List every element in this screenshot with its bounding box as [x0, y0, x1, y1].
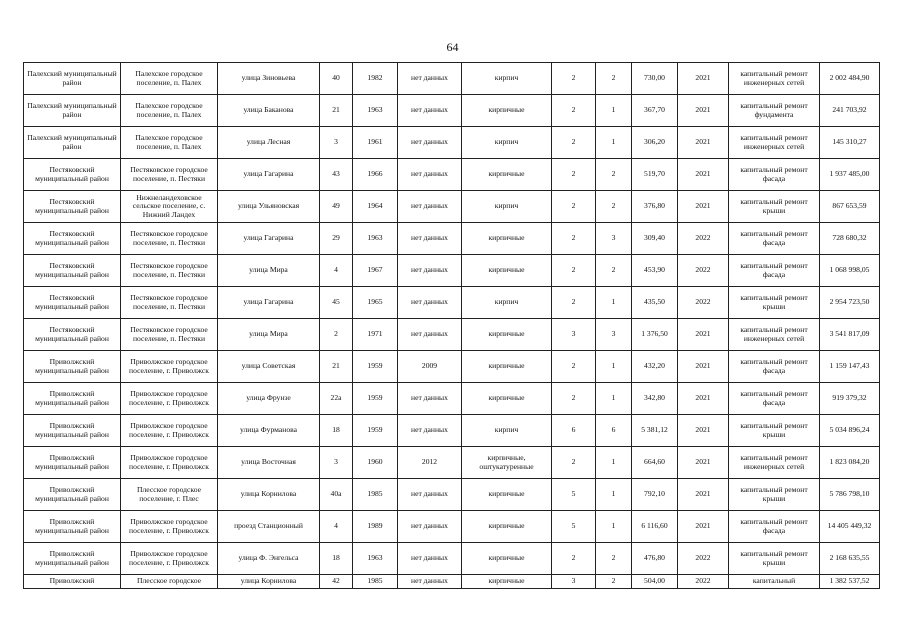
housing-repair-table [23, 62, 880, 589]
cell-repair-type: капитальный ремонт крыши [729, 287, 820, 319]
table-row [24, 575, 880, 589]
cell-house-number: 45 [320, 287, 353, 319]
cell-repair-type: капитальный ремонт фасада [729, 351, 820, 383]
cell-house-number: 4 [320, 511, 353, 543]
cell-floors: 2 [552, 159, 596, 191]
cell-wall-material: кирпич [462, 415, 552, 447]
cell-street: улица Корнилова [218, 575, 320, 589]
cell-wall-material: кирпичные [462, 95, 552, 127]
cell-settlement: Пестяковское городское поселение, п. Пестяки [121, 255, 218, 287]
table-row [24, 511, 880, 543]
cell-settlement: Приволжское городское поселение, г. Приволжск [121, 383, 218, 415]
cell-floors: 2 [552, 63, 596, 95]
cell-district: Приволжский муниципальный район [24, 447, 121, 479]
cell-entrances: 3 [596, 319, 632, 351]
cell-repair-type: капитальный ремонт фасада [729, 383, 820, 415]
cell-repair-year: 2021 [678, 127, 729, 159]
cell-district: Пестяковский муниципальный район [24, 191, 121, 223]
cell-entrances: 1 [596, 383, 632, 415]
cell-cost: 728 680,32 [820, 223, 880, 255]
cell-floors: 2 [552, 287, 596, 319]
cell-settlement: Пестяковское городское поселение, п. Пестяки [121, 159, 218, 191]
cell-reconstruction-year: нет данных [398, 255, 462, 287]
cell-reconstruction-year: нет данных [398, 383, 462, 415]
cell-build-year: 1964 [353, 191, 398, 223]
cell-reconstruction-year: нет данных [398, 575, 462, 589]
cell-settlement: Приволжское городское поселение, г. Приволжск [121, 543, 218, 575]
cell-street: улица Зиновьева [218, 63, 320, 95]
cell-street: улица Корнилова [218, 479, 320, 511]
cell-entrances: 1 [596, 479, 632, 511]
cell-cost: 5 034 896,24 [820, 415, 880, 447]
cell-reconstruction-year: нет данных [398, 287, 462, 319]
cell-area: 376,80 [632, 191, 678, 223]
cell-district: Приволжский муниципальный район [24, 383, 121, 415]
cell-repair-year: 2021 [678, 511, 729, 543]
cell-floors: 2 [552, 447, 596, 479]
cell-cost: 2 954 723,50 [820, 287, 880, 319]
cell-repair-year: 2021 [678, 479, 729, 511]
cell-cost: 1 823 084,20 [820, 447, 880, 479]
cell-house-number: 40а [320, 479, 353, 511]
cell-house-number: 4 [320, 255, 353, 287]
cell-district: Приволжский муниципальный район [24, 511, 121, 543]
cell-wall-material: кирпичные [462, 543, 552, 575]
cell-entrances: 1 [596, 95, 632, 127]
cell-build-year: 1961 [353, 127, 398, 159]
table-row [24, 351, 880, 383]
cell-cost: 14 405 449,32 [820, 511, 880, 543]
cell-settlement: Приволжское городское поселение, г. Приволжск [121, 511, 218, 543]
cell-house-number: 22а [320, 383, 353, 415]
cell-street: улица Фрунзе [218, 383, 320, 415]
cell-reconstruction-year: 2012 [398, 447, 462, 479]
cell-build-year: 1985 [353, 479, 398, 511]
cell-build-year: 1985 [353, 575, 398, 589]
cell-repair-year: 2022 [678, 543, 729, 575]
cell-street: проезд Станционный [218, 511, 320, 543]
cell-entrances: 2 [596, 159, 632, 191]
cell-wall-material: кирпичные [462, 479, 552, 511]
cell-wall-material: кирпичные [462, 255, 552, 287]
table-row [24, 127, 880, 159]
table-row [24, 223, 880, 255]
cell-floors: 3 [552, 575, 596, 589]
cell-entrances: 1 [596, 351, 632, 383]
cell-build-year: 1960 [353, 447, 398, 479]
table-row [24, 543, 880, 575]
cell-reconstruction-year: 2009 [398, 351, 462, 383]
cell-settlement: Палехское городское поселение, п. Палех [121, 95, 218, 127]
cell-cost: 3 541 817,09 [820, 319, 880, 351]
cell-cost: 1 068 998,05 [820, 255, 880, 287]
cell-district: Приволжский муниципальный район [24, 351, 121, 383]
cell-build-year: 1967 [353, 255, 398, 287]
cell-street: улица Мира [218, 319, 320, 351]
cell-floors: 2 [552, 351, 596, 383]
cell-floors: 2 [552, 255, 596, 287]
cell-build-year: 1989 [353, 511, 398, 543]
cell-house-number: 42 [320, 575, 353, 589]
cell-repair-type: капитальный ремонт фасада [729, 223, 820, 255]
cell-repair-type: капитальный ремонт инженерных сетей [729, 319, 820, 351]
cell-wall-material: кирпичные [462, 159, 552, 191]
table-row [24, 383, 880, 415]
cell-reconstruction-year: нет данных [398, 223, 462, 255]
cell-street: улица Баканова [218, 95, 320, 127]
cell-settlement: Приволжское городское поселение, г. Приволжск [121, 447, 218, 479]
cell-floors: 2 [552, 191, 596, 223]
table-row [24, 319, 880, 351]
cell-area: 519,70 [632, 159, 678, 191]
cell-floors: 2 [552, 543, 596, 575]
cell-entrances: 3 [596, 223, 632, 255]
cell-entrances: 1 [596, 287, 632, 319]
cell-cost: 2 002 484,90 [820, 63, 880, 95]
cell-build-year: 1982 [353, 63, 398, 95]
cell-settlement: Палехское городское поселение, п. Палех [121, 63, 218, 95]
cell-house-number: 2 [320, 319, 353, 351]
cell-reconstruction-year: нет данных [398, 415, 462, 447]
cell-district: Пестяковский муниципальный район [24, 287, 121, 319]
cell-build-year: 1965 [353, 287, 398, 319]
cell-wall-material: кирпич [462, 191, 552, 223]
table-row [24, 95, 880, 127]
cell-floors: 2 [552, 383, 596, 415]
cell-repair-type: капитальный ремонт инженерных сетей [729, 447, 820, 479]
cell-area: 309,40 [632, 223, 678, 255]
cell-reconstruction-year: нет данных [398, 127, 462, 159]
cell-area: 435,50 [632, 287, 678, 319]
cell-repair-year: 2022 [678, 255, 729, 287]
cell-wall-material: кирпичные [462, 575, 552, 589]
cell-area: 306,20 [632, 127, 678, 159]
cell-repair-year: 2021 [678, 191, 729, 223]
cell-area: 730,00 [632, 63, 678, 95]
cell-repair-type: капитальный ремонт фундамента [729, 95, 820, 127]
cell-area: 342,80 [632, 383, 678, 415]
cell-floors: 5 [552, 511, 596, 543]
cell-street: улица Гагарина [218, 223, 320, 255]
cell-entrances: 2 [596, 63, 632, 95]
cell-district: Приволжский муниципальный район [24, 415, 121, 447]
cell-street: улица Советская [218, 351, 320, 383]
cell-reconstruction-year: нет данных [398, 63, 462, 95]
table-row [24, 255, 880, 287]
cell-area: 504,00 [632, 575, 678, 589]
cell-street: улица Мира [218, 255, 320, 287]
cell-cost: 5 786 798,10 [820, 479, 880, 511]
cell-build-year: 1971 [353, 319, 398, 351]
cell-build-year: 1963 [353, 95, 398, 127]
cell-wall-material: кирпичные [462, 351, 552, 383]
cell-entrances: 1 [596, 127, 632, 159]
cell-repair-year: 2022 [678, 575, 729, 589]
cell-wall-material: кирпичные [462, 383, 552, 415]
cell-area: 5 381,12 [632, 415, 678, 447]
table-row [24, 415, 880, 447]
cell-cost: 867 653,59 [820, 191, 880, 223]
cell-house-number: 3 [320, 447, 353, 479]
cell-house-number: 40 [320, 63, 353, 95]
table-row [24, 191, 880, 223]
cell-settlement: Нижнеландеховское сельское поселение, с. Нижний Ландех [121, 191, 218, 223]
cell-house-number: 18 [320, 543, 353, 575]
cell-entrances: 2 [596, 543, 632, 575]
cell-reconstruction-year: нет данных [398, 479, 462, 511]
cell-reconstruction-year: нет данных [398, 159, 462, 191]
cell-cost: 919 379,32 [820, 383, 880, 415]
cell-repair-year: 2021 [678, 319, 729, 351]
cell-area: 792,10 [632, 479, 678, 511]
cell-house-number: 49 [320, 191, 353, 223]
cell-district: Пестяковский муниципальный район [24, 159, 121, 191]
cell-district: Пестяковский муниципальный район [24, 319, 121, 351]
cell-floors: 6 [552, 415, 596, 447]
cell-house-number: 43 [320, 159, 353, 191]
cell-entrances: 1 [596, 511, 632, 543]
cell-repair-year: 2022 [678, 223, 729, 255]
cell-build-year: 1966 [353, 159, 398, 191]
cell-floors: 3 [552, 319, 596, 351]
cell-repair-year: 2021 [678, 415, 729, 447]
cell-repair-year: 2021 [678, 447, 729, 479]
cell-area: 453,90 [632, 255, 678, 287]
table-row [24, 159, 880, 191]
cell-settlement: Пестяковское городское поселение, п. Пестяки [121, 223, 218, 255]
cell-cost: 2 168 635,55 [820, 543, 880, 575]
cell-cost: 1 382 537,52 [820, 575, 880, 589]
table-row [24, 447, 880, 479]
cell-repair-type: капитальный ремонт крыши [729, 479, 820, 511]
cell-settlement: Плесское городское [121, 575, 218, 589]
cell-district: Приволжский муниципальный район [24, 543, 121, 575]
cell-repair-type: капитальный [729, 575, 820, 589]
cell-area: 1 376,50 [632, 319, 678, 351]
cell-house-number: 21 [320, 95, 353, 127]
page-number: 64 [446, 40, 459, 54]
cell-district: Палехский муниципальный район [24, 63, 121, 95]
cell-repair-year: 2021 [678, 63, 729, 95]
cell-street: улица Фурманова [218, 415, 320, 447]
cell-area: 476,80 [632, 543, 678, 575]
cell-floors: 5 [552, 479, 596, 511]
cell-build-year: 1959 [353, 351, 398, 383]
cell-reconstruction-year: нет данных [398, 319, 462, 351]
cell-entrances: 6 [596, 415, 632, 447]
table-row [24, 479, 880, 511]
cell-area: 6 116,60 [632, 511, 678, 543]
cell-district: Приволжский [24, 575, 121, 589]
cell-floors: 2 [552, 127, 596, 159]
cell-wall-material: кирпич [462, 63, 552, 95]
cell-entrances: 2 [596, 191, 632, 223]
cell-repair-type: капитальный ремонт крыши [729, 191, 820, 223]
cell-house-number: 29 [320, 223, 353, 255]
cell-repair-year: 2021 [678, 351, 729, 383]
cell-district: Приволжский муниципальный район [24, 479, 121, 511]
cell-repair-type: капитальный ремонт фасада [729, 511, 820, 543]
cell-cost: 241 703,92 [820, 95, 880, 127]
cell-floors: 2 [552, 95, 596, 127]
cell-reconstruction-year: нет данных [398, 543, 462, 575]
cell-build-year: 1959 [353, 383, 398, 415]
cell-reconstruction-year: нет данных [398, 511, 462, 543]
cell-floors: 2 [552, 223, 596, 255]
cell-house-number: 21 [320, 351, 353, 383]
cell-street: улица Гагарина [218, 287, 320, 319]
cell-reconstruction-year: нет данных [398, 95, 462, 127]
cell-wall-material: кирпич [462, 287, 552, 319]
cell-street: улица Восточная [218, 447, 320, 479]
cell-settlement: Пестяковское городское поселение, п. Пестяки [121, 319, 218, 351]
cell-repair-type: капитальный ремонт инженерных сетей [729, 127, 820, 159]
cell-district: Пестяковский муниципальный район [24, 223, 121, 255]
cell-wall-material: кирпичные [462, 511, 552, 543]
cell-repair-year: 2022 [678, 287, 729, 319]
cell-wall-material: кирпич [462, 127, 552, 159]
cell-house-number: 18 [320, 415, 353, 447]
cell-settlement: Приволжское городское поселение, г. Приволжск [121, 351, 218, 383]
cell-repair-type: капитальный ремонт фасада [729, 255, 820, 287]
cell-area: 664,60 [632, 447, 678, 479]
cell-district: Палехский муниципальный район [24, 95, 121, 127]
cell-settlement: Палехское городское поселение, п. Палех [121, 127, 218, 159]
cell-house-number: 3 [320, 127, 353, 159]
cell-repair-year: 2021 [678, 159, 729, 191]
cell-repair-type: капитальный ремонт инженерных сетей [729, 63, 820, 95]
cell-street: улица Гагарина [218, 159, 320, 191]
cell-reconstruction-year: нет данных [398, 191, 462, 223]
cell-wall-material: кирпичные [462, 319, 552, 351]
cell-entrances: 2 [596, 575, 632, 589]
cell-street: улица Ульяновская [218, 191, 320, 223]
cell-build-year: 1963 [353, 223, 398, 255]
cell-cost: 1 159 147,43 [820, 351, 880, 383]
cell-wall-material: кирпичные [462, 223, 552, 255]
cell-district: Палехский муниципальный район [24, 127, 121, 159]
cell-repair-type: капитальный ремонт крыши [729, 415, 820, 447]
cell-district: Пестяковский муниципальный район [24, 255, 121, 287]
cell-settlement: Пестяковское городское поселение, п. Пестяки [121, 287, 218, 319]
cell-settlement: Приволжское городское поселение, г. Приволжск [121, 415, 218, 447]
cell-entrances: 1 [596, 447, 632, 479]
cell-area: 432,20 [632, 351, 678, 383]
cell-area: 367,70 [632, 95, 678, 127]
cell-repair-type: капитальный ремонт крыши [729, 543, 820, 575]
cell-build-year: 1959 [353, 415, 398, 447]
cell-settlement: Плесское городское поселение, г. Плес [121, 479, 218, 511]
cell-repair-year: 2021 [678, 95, 729, 127]
cell-build-year: 1963 [353, 543, 398, 575]
cell-street: улица Ф. Энгельса [218, 543, 320, 575]
cell-repair-type: капитальный ремонт фасада [729, 159, 820, 191]
cell-cost: 145 310,27 [820, 127, 880, 159]
cell-wall-material: кирпичные, оштукатуренные [462, 447, 552, 479]
table-row [24, 287, 880, 319]
cell-street: улица Лесная [218, 127, 320, 159]
cell-repair-year: 2021 [678, 383, 729, 415]
table-row [24, 63, 880, 95]
cell-entrances: 2 [596, 255, 632, 287]
cell-cost: 1 937 485,00 [820, 159, 880, 191]
